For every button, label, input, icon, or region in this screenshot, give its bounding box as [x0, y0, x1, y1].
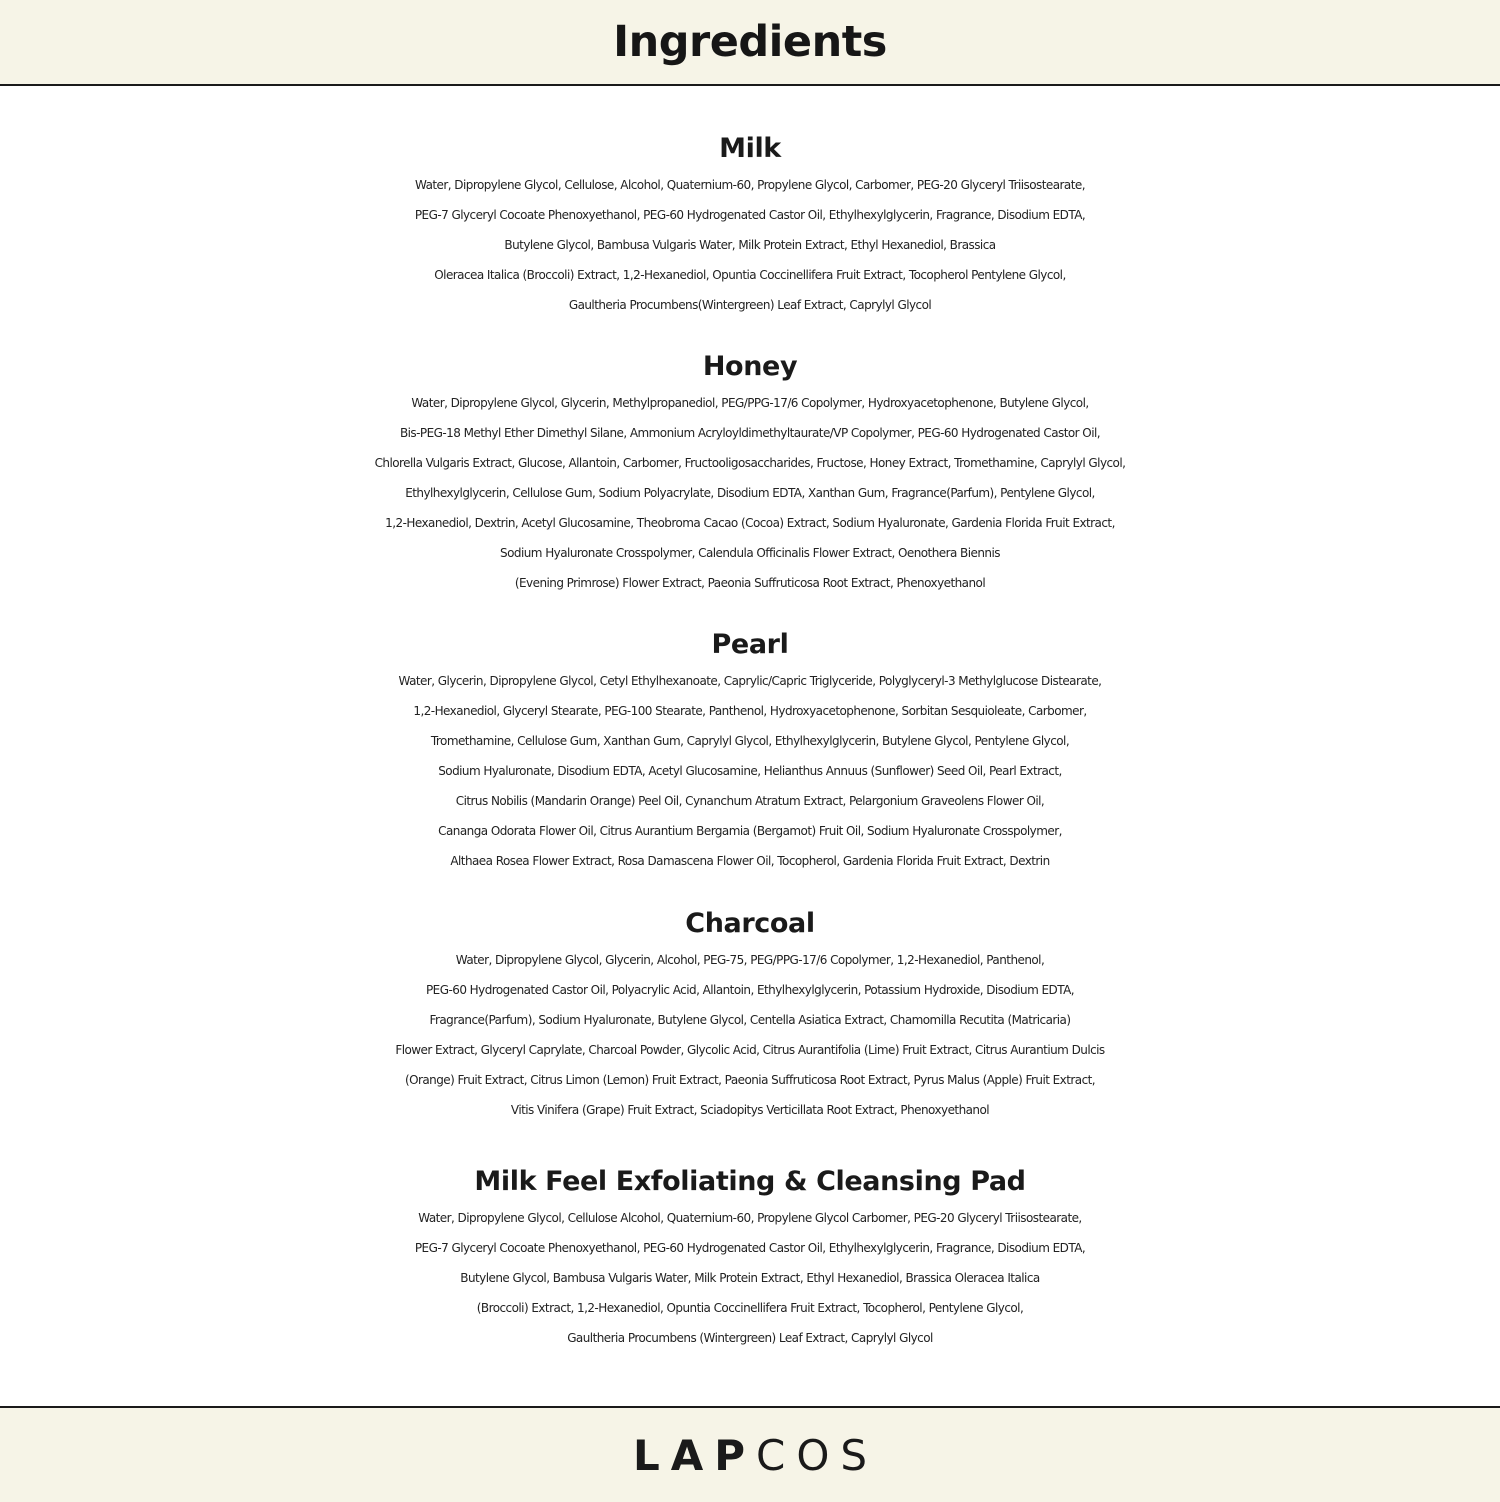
ingredient-line: (Evening Primrose) Flower Extract, Paeonia Suffruticosa Root Extract, Phenoxyethanol [514, 576, 986, 590]
ingredient-line: Gaultheria Procumbens(Wintergreen) Leaf Extract, Caprylyl Glycol [568, 298, 932, 312]
ingredient-line: Sodium Hyaluronate Crosspolymer, Calendula Officinalis Flower Extract, Oenothera Biennis [500, 546, 1000, 560]
ingredient-line: Water, Dipropylene Glycol, Glycerin, Alcohol, PEG-75, PEG/PPG-17/6 Copolymer, 1,2-Hexanediol, Panthenol, [455, 953, 1045, 967]
logo-light-part: COS [756, 1430, 879, 1480]
ingredient-line: Water, Dipropylene Glycol, Cellulose Alcohol, Quaternium-60, Propylene Glycol Carbomer, PEG-20 Glyceryl Triisostearate, [418, 1211, 1082, 1225]
section-title: Honey [702, 351, 798, 382]
ingredient-line: Fragrance(Parfum), Sodium Hyaluronate, Butylene Glycol, Centella Asiatica Extract, Chamomilla Recutita (Matricaria) [429, 1013, 1071, 1027]
ingredient-line: PEG-60 Hydrogenated Castor Oil, Polyacrylic Acid, Allantoin, Ethylhexylglycerin, Potassium Hydroxide, Disodium EDTA, [425, 983, 1075, 997]
ingredient-line: PEG-7 Glyceryl Cocoate Phenoxyethanol, PEG-60 Hydrogenated Castor Oil, Ethylhexylglycerin, Fragrance, Disodium EDTA, [414, 1241, 1086, 1255]
section-charcoal [0, 908, 1500, 1125]
brand-logo [622, 1431, 878, 1480]
header-banner [0, 0, 1500, 86]
ingredient-line: Cananga Odorata Flower Oil, Citrus Aurantium Bergamia (Bergamot) Fruit Oil, Sodium Hyaluronate Crosspolymer, [438, 824, 1062, 838]
ingredient-line: PEG-7 Glyceryl Cocoate Phenoxyethanol, PEG-60 Hydrogenated Castor Oil, Ethylhexylglycerin, Fragrance, Disodium EDTA, [414, 208, 1086, 222]
ingredient-line: Flower Extract, Glyceryl Caprylate, Charcoal Powder, Glycolic Acid, Citrus Aurantifolia (Lime) Fruit Extract, Citrus Aurantium Dulcis [395, 1043, 1105, 1057]
ingredient-line: Tromethamine, Cellulose Gum, Xanthan Gum, Caprylyl Glycol, Ethylhexylglycerin, Butylene Glycol, Pentylene Glycol, [430, 734, 1070, 748]
ingredient-line: 1,2-Hexanediol, Glyceryl Stearate, PEG-100 Stearate, Panthenol, Hydroxyacetophenone, Sorbitan Sesquioleate, Carbomer, [413, 704, 1087, 718]
ingredient-line: Citrus Nobilis (Mandarin Orange) Peel Oil, Cynanchum Atratum Extract, Pelargonium Graveolens Flower Oil, [455, 794, 1045, 808]
ingredient-line: Chlorella Vulgaris Extract, Glucose, Allantoin, Carbomer, Fructooligosaccharides, Fructose, Honey Extract, Tromethamine, Caprylyl Glycol, [374, 456, 1126, 470]
ingredient-line: Ethylhexylglycerin, Cellulose Gum, Sodium Polyacrylate, Disodium EDTA, Xanthan Gum, Fragrance(Parfum), Pentylene Glycol, [405, 486, 1095, 500]
ingredient-line: Gaultheria Procumbens (Wintergreen) Leaf Extract, Caprylyl Glycol [567, 1331, 933, 1345]
logo-bold-part: LAP [632, 1430, 756, 1480]
ingredients-content [0, 86, 1500, 1406]
section-title: Pearl [711, 629, 789, 660]
ingredient-line: Althaea Rosea Flower Extract, Rosa Damascena Flower Oil, Tocopherol, Gardenia Florida Fruit Extract, Dextrin [450, 854, 1050, 868]
ingredient-line: (Broccoli) Extract, 1,2-Hexanediol, Opuntia Coccinellifera Fruit Extract, Tocopherol, Pentylene Glycol, [476, 1301, 1024, 1315]
ingredient-line: Water, Dipropylene Glycol, Glycerin, Methylpropanediol, PEG/PPG-17/6 Copolymer, Hydroxyacetophenone, Butylene Glycol, [411, 396, 1089, 410]
footer-banner [0, 1406, 1500, 1502]
section-title: Milk Feel Exfoliating & Cleansing Pad [474, 1166, 1026, 1197]
ingredient-line: Vitis Vinifera (Grape) Fruit Extract, Sciadopitys Verticillata Root Extract, Phenoxyethanol [510, 1103, 990, 1117]
ingredient-line: 1,2-Hexanediol, Dextrin, Acetyl Glucosamine, Theobroma Cacao (Cocoa) Extract, Sodium Hyaluronate, Gardenia Florida Fruit Extract, [385, 516, 1115, 530]
section-pearl [0, 629, 1500, 876]
ingredient-line: Oleracea Italica (Broccoli) Extract, 1,2-Hexanediol, Opuntia Coccinellifera Fruit Extract, Tocopherol Pentylene Glycol, [434, 268, 1066, 282]
ingredient-line: Water, Dipropylene Glycol, Cellulose, Alcohol, Quaternium-60, Propylene Glycol, Carbomer, PEG-20 Glyceryl Triisostearate, [415, 178, 1085, 192]
section-milk [0, 133, 1500, 320]
ingredient-line: Butylene Glycol, Bambusa Vulgaris Water, Milk Protein Extract, Ethyl Hexanediol, Brassica Oleracea Italica [460, 1271, 1040, 1285]
ingredient-line: Bis-PEG-18 Methyl Ether Dimethyl Silane, Ammonium Acryloyldimethyltaurate/VP Copolymer, PEG-60 Hydrogenated Castor Oil, [399, 426, 1101, 440]
section-title: Milk [719, 133, 781, 164]
section-milk-feel-pad [0, 1166, 1500, 1353]
section-honey [0, 351, 1500, 598]
ingredient-line: Water, Glycerin, Dipropylene Glycol, Cetyl Ethylhexanoate, Caprylic/Capric Triglyceride, Polyglyceryl-3 Methylglucose Distearate, [398, 674, 1102, 688]
page-title: Ingredients [613, 17, 887, 67]
ingredient-line: Butylene Glycol, Bambusa Vulgaris Water, Milk Protein Extract, Ethyl Hexanediol, Brassica [504, 238, 996, 252]
ingredient-line: (Orange) Fruit Extract, Citrus Limon (Lemon) Fruit Extract, Paeonia Suffruticosa Root Extract, Pyrus Malus (Apple) Fruit Extract, [404, 1073, 1096, 1087]
ingredient-line: Sodium Hyaluronate, Disodium EDTA, Acetyl Glucosamine, Helianthus Annuus (Sunflower) Seed Oil, Pearl Extract, [438, 764, 1062, 778]
section-title: Charcoal [685, 908, 815, 939]
